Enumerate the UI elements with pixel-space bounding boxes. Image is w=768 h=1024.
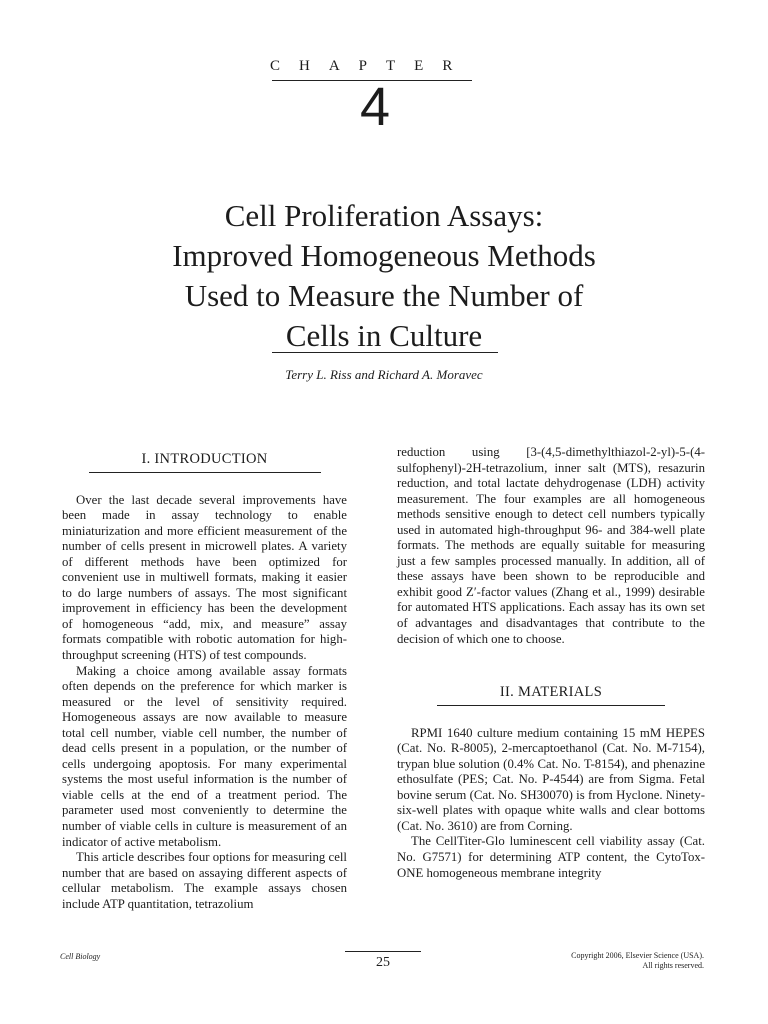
introduction-paragraph-3-continued: reduction using [3-(4,5-dimethylthiazol-2-yl)-5-(4-sulfophenyl)-2H-tetrazolium, inner salt (MTS), resazurin reduction, and total lactate dehydrogenase (LDH) activity measurement. The four examples are all homogeneous methods sensitive enough to detect cell numbers typically used in automated high-throughput 96- and 384-well plate formats. The methods are equally suitable for measuring just a few samples processed manually. In addition, all of these assays have been shown to be reproducible and exhibit good Z′-factor values (Zhang et al., 1999) desirable for automated HTS applications. Each assay has its own set of advantages and disadvantages that contribute to the decision of which one to choose. (397, 445, 705, 646)
title-line-2: Improved Homogeneous Methods (172, 238, 596, 273)
journal-name: Cell Biology (60, 952, 101, 961)
introduction-heading: I. INTRODUCTION (141, 451, 268, 467)
authors: Terry L. Riss and Richard A. Moravec (285, 367, 483, 382)
chapter-title (60, 196, 708, 356)
title-line-3: Used to Measure the Number of (184, 278, 584, 313)
copyright-line-1: Copyright 2006, Elsevier Science (USA). (571, 951, 704, 960)
introduction-paragraph-2: Making a choice among available assay formats often depends on the preference for which marker is measured or the level of sensitivity required. Homogeneous assays are now available to measure total cell number, viable cell number, the number of dead cells present in a population, or the number of cells undergoing apoptosis. For many experimental systems the most useful information is the number of viable cells at the end of a treatment period. The parameter used most conveniently to determine the number of viable cells in culture is measurement of an indicator of active metabolism. (62, 663, 347, 849)
title-rule (272, 352, 498, 353)
footer-rule (345, 951, 421, 952)
page-number: 25 (376, 955, 390, 970)
materials-heading: II. MATERIALS (499, 684, 603, 701)
materials-heading-rule (437, 705, 665, 706)
materials-paragraph-1: RPMI 1640 culture medium containing 15 mM HEPES (Cat. No. R-8005), 2-mercaptoethanol (Cat. No. M-7154), trypan blue solution (0.4% Cat. No. T-8154), and phenazine ethosulfate (PES; Cat. No. P-4544) are from Sigma. Fetal bovine serum (Cat. No. SH30070) is from Hyclone. Ninety-six-well plates with opaque white walls and clear bottoms (Cat. No. 3610) are from Corning. (397, 725, 705, 833)
chapter-label: CHAPTER (270, 58, 472, 74)
left-column (62, 452, 347, 912)
chapter-number: 4 (359, 77, 391, 137)
copyright (571, 951, 704, 971)
title-line-4: Cells in Culture (285, 318, 483, 353)
introduction-paragraph-3: This article describes four options for measuring cell number that are based on assaying different aspects of cellular metabolism. The example assays chosen include ATP quantitation, tetrazolium (62, 850, 347, 911)
copyright-line-2: All rights reserved. (642, 961, 704, 970)
introduction-paragraph-1: Over the last decade several improvements have been made in assay technology to enable miniaturization and more efficient measurement of the number of cells present in microwell plates. A variety of different methods have been optimized for convenient use in multiwell formats, making it easier to do large numbers of assays. The most significant improvement in efficiency has been the development of homogeneous “add, mix, and measure” assay formats compatible with robotic automation for high-throughput screening (HTS) of test compounds. (62, 492, 347, 663)
materials-paragraph-2: The CellTiter-Glo luminescent cell viability assay (Cat. No. G7571) for determining ATP content, the CytoTox-ONE homogeneous membrane integrity (397, 834, 705, 880)
right-column (397, 445, 705, 881)
title-line-1: Cell Proliferation Assays: (224, 198, 544, 233)
introduction-heading-rule (89, 472, 321, 473)
